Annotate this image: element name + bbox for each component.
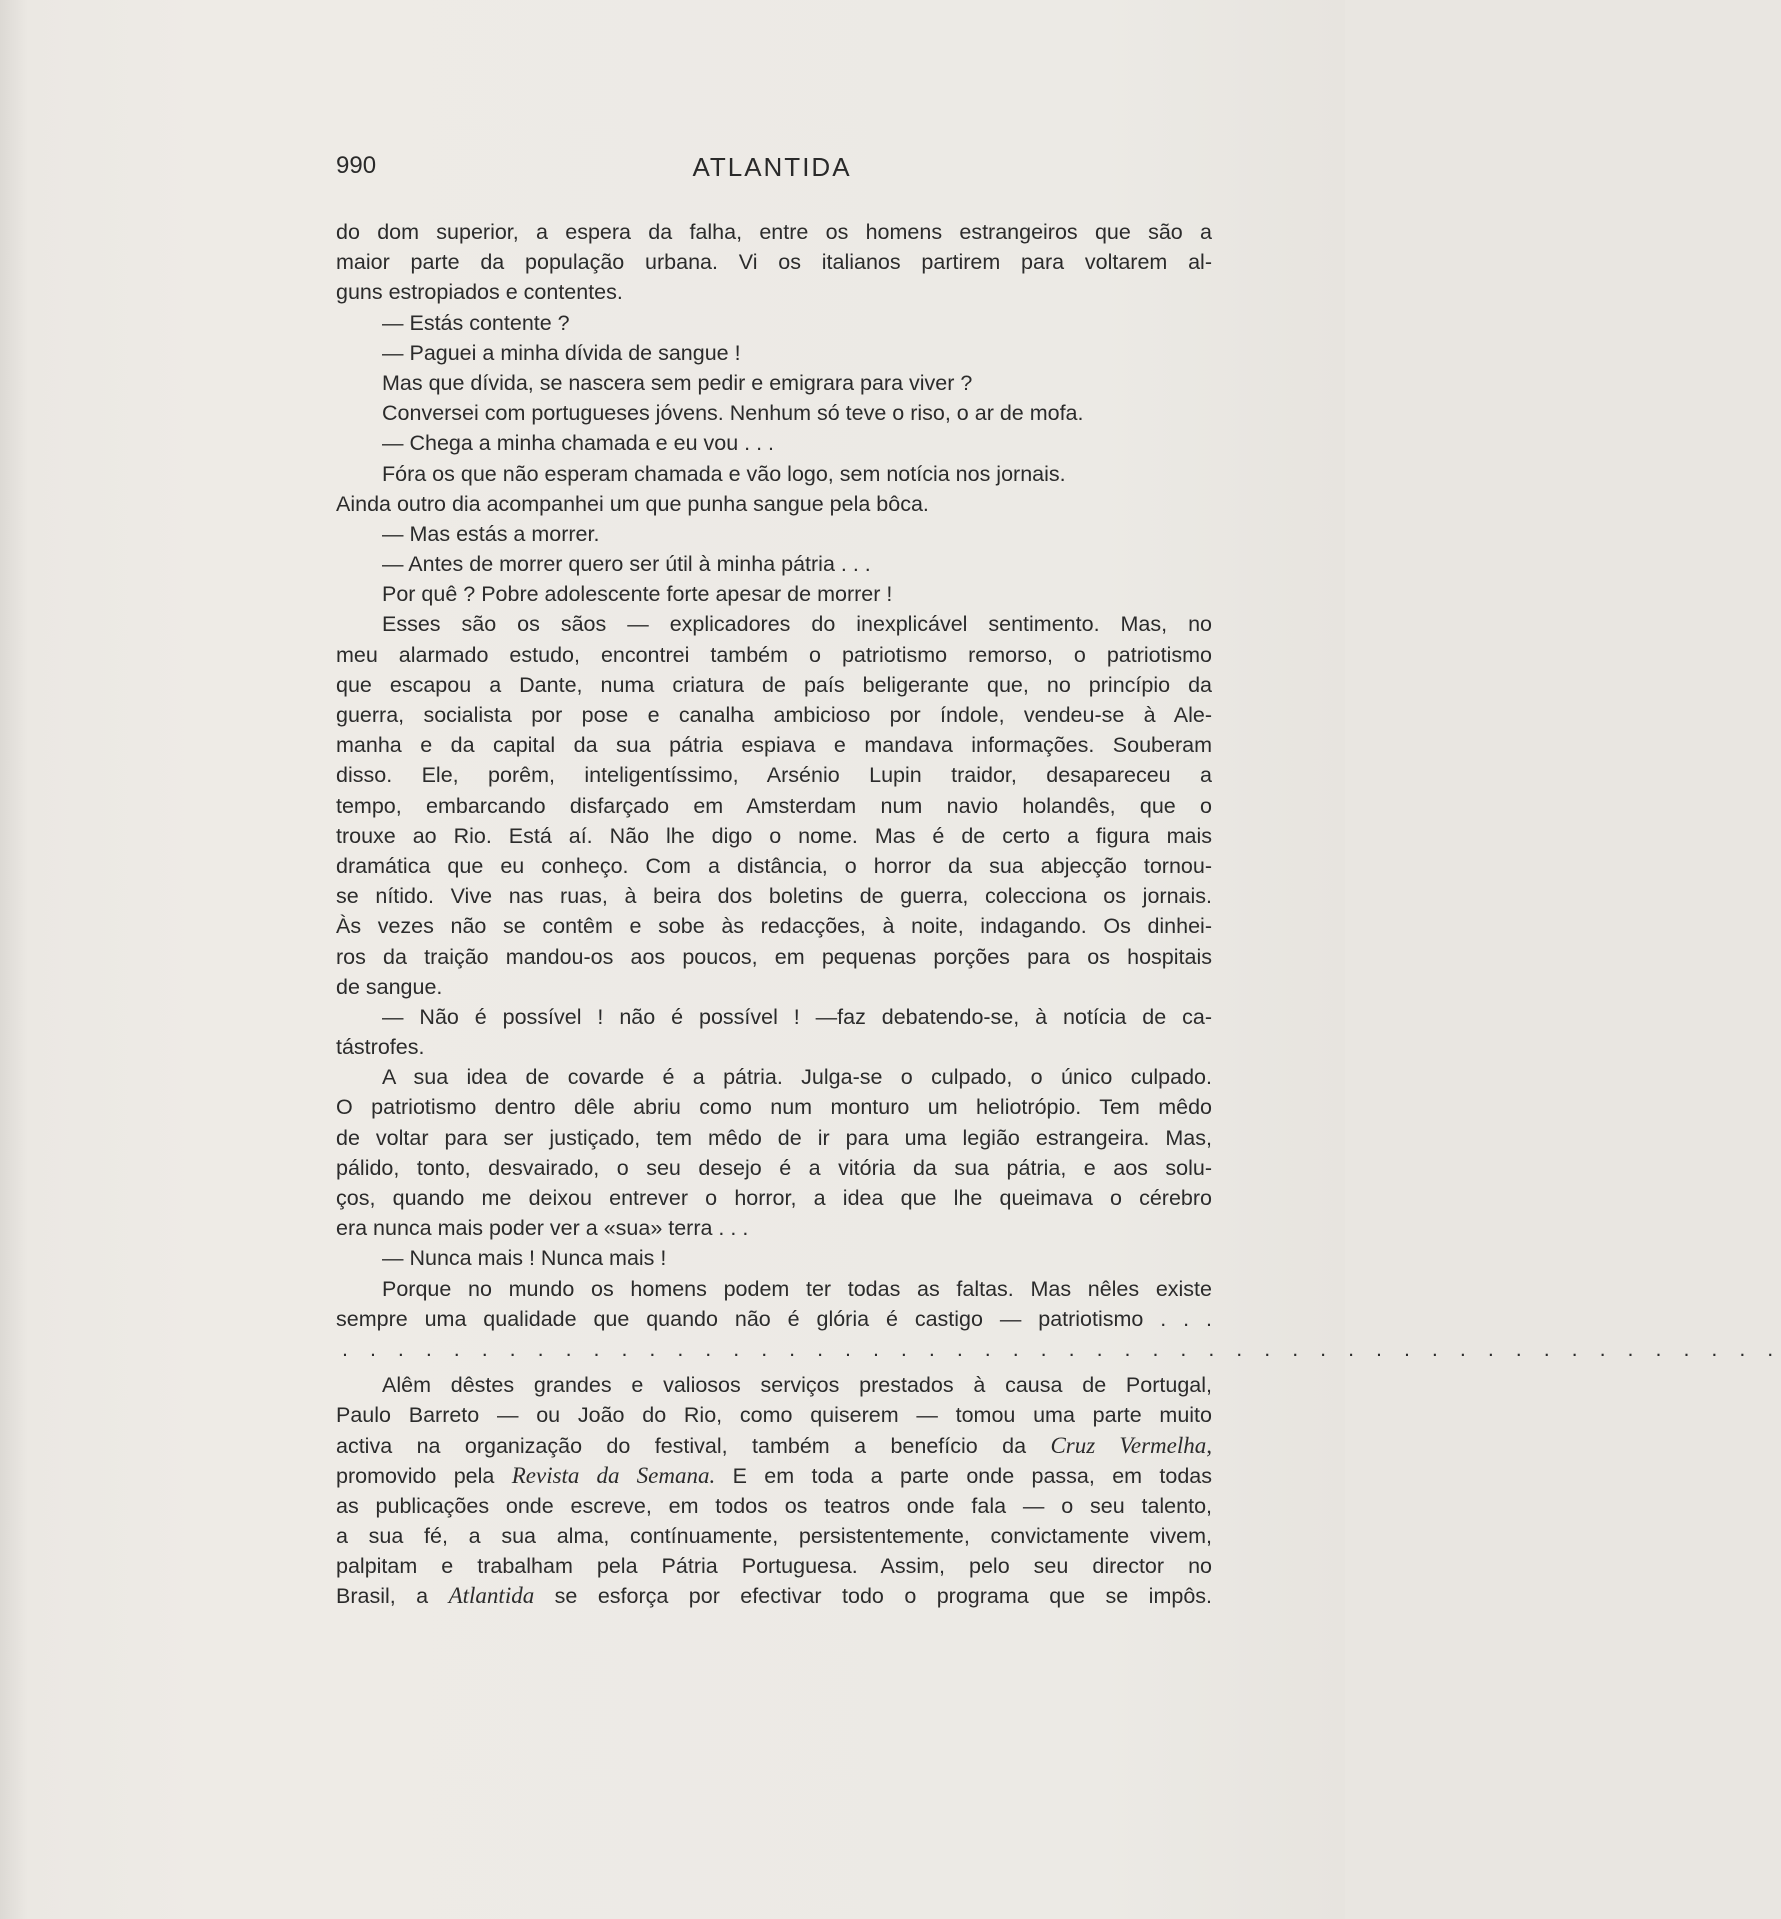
- text-line: dramática que eu conheço. Com a distância, o horror da sua abjecção tornou-: [336, 853, 1212, 878]
- text-line: — Não é possível ! não é possível ! —faz debatendo-se, à notícia de ca-: [382, 1004, 1212, 1029]
- text-line: meu alarmado estudo, encontrei também o patriotismo remorso, o patriotismo: [336, 642, 1212, 667]
- text-line: guns estropiados e contentes.: [336, 280, 623, 305]
- text-line: — Estás contente ?: [382, 310, 570, 335]
- text-line: que escapou a Dante, numa criatura de país beligerante que, no princípio da: [336, 672, 1212, 697]
- text-line: ros da traição mandou-os aos poucos, em pequenas porções para os hospitais: [336, 944, 1212, 969]
- dotted-separator: . . . . . . . . . . . . . . . . . . . . . . . . . . . . . . . . . . . . . . . . . . . . . . . . . . . .: [342, 1336, 1781, 1361]
- text-line: Fóra os que não esperam chamada e vão logo, sem notícia nos jornais.: [382, 461, 1066, 486]
- text-line: era nunca mais poder ver a «sua» terra . . .: [336, 1216, 749, 1241]
- text-segment: se esforça por efectivar todo o programa que se impôs.: [534, 1584, 1212, 1609]
- text-line: maior parte da população urbana. Vi os italianos partirem para voltarem al-: [336, 250, 1212, 275]
- text-line: [336, 1461, 1212, 1491]
- text-line: a sua fé, a sua alma, contínuamente, persistentemente, convictamente vivem,: [336, 1524, 1212, 1549]
- text-line: — Antes de morrer quero ser útil à minha pátria . . .: [382, 552, 871, 577]
- italic-title: Atlantida: [448, 1583, 535, 1609]
- text-line: Ainda outro dia acompanhei um que punha sangue pela bôca.: [336, 491, 929, 516]
- text-line: — Chega a minha chamada e eu vou . . .: [382, 431, 775, 456]
- text-segment: promovido pela: [336, 1463, 512, 1488]
- text-line: se nítido. Vive nas ruas, à beira dos boletins de guerra, colecciona os jornais.: [336, 884, 1212, 909]
- text-line: Porque no mundo os homens podem ter todas as faltas. Mas nêles existe: [382, 1276, 1212, 1301]
- running-title: ATLANTIDA: [692, 152, 852, 182]
- text-line: palpitam e trabalham pela Pátria Portuguesa. Assim, pelo seu director no: [336, 1554, 1212, 1579]
- text-line: Esses são os sãos — explicadores do inexplicável sentimento. Mas, no: [382, 612, 1212, 637]
- text-line: pálido, tonto, desvairado, o seu desejo é a vitória da sua pátria, e aos solu-: [336, 1155, 1212, 1180]
- text-line: disso. Ele, porêm, inteligentíssimo, Arsénio Lupin traidor, desapareceu a: [336, 763, 1212, 788]
- text-line: — Mas estás a morrer.: [382, 521, 600, 546]
- text-line: Às vezes não se contêm e sobe às redacções, à noite, indagando. Os dinhei-: [336, 914, 1212, 939]
- text-line: de voltar para ser justiçado, tem mêdo de ir para uma legião estrangeira. Mas,: [336, 1125, 1212, 1150]
- text-line: A sua idea de covarde é a pátria. Julga-se o culpado, o único culpado.: [382, 1065, 1212, 1090]
- text-line: Mas que dívida, se nascera sem pedir e emigrara para viver ?: [382, 370, 973, 395]
- text-line: manha e da capital da sua pátria espiava e mandava informações. Souberam: [336, 733, 1212, 758]
- text-segment: Brasil, a: [336, 1584, 449, 1609]
- text-line: O patriotismo dentro dêle abriu como num monturo um heliotrópio. Tem mêdo: [336, 1095, 1212, 1120]
- text-line: Conversei com portugueses jóvens. Nenhum só teve o riso, o ar de mofa.: [382, 401, 1084, 426]
- text-line: de sangue.: [336, 974, 443, 999]
- text-segment: E em toda a parte onde passa, em todas: [715, 1463, 1213, 1488]
- text-line: Alêm dêstes grandes e valiosos serviços prestados à causa de Portugal,: [382, 1373, 1212, 1398]
- text-line: ços, quando me deixou entrever o horror, a idea que lhe queimava o cérebro: [336, 1186, 1212, 1210]
- text-line: tástrofes.: [336, 1035, 425, 1060]
- text-line: — Nunca mais ! Nunca mais !: [382, 1246, 667, 1271]
- text-line: trouxe ao Rio. Está aí. Não lhe digo o nome. Mas é de certo a figura mais: [336, 823, 1212, 848]
- page-number: 990: [336, 152, 377, 179]
- text-line: [336, 1431, 1212, 1461]
- text-line: [336, 1581, 1212, 1611]
- text-line: as publicações onde escreve, em todos os teatros onde fala — o seu talento,: [336, 1493, 1212, 1518]
- text-line: tempo, embarcando disfarçado em Amsterdam num navio holandês, que o: [336, 793, 1212, 818]
- text-line: — Paguei a minha dívida de sangue !: [382, 340, 741, 365]
- body-text: [336, 217, 1781, 1612]
- page-header: [336, 152, 1208, 192]
- text-line: do dom superior, a espera da falha, entre os homens estrangeiros que são a: [336, 220, 1212, 244]
- text-line: sempre uma qualidade que quando não é glória é castigo — patriotismo . . .: [336, 1306, 1212, 1331]
- italic-title: Cruz Vermelha,: [1050, 1432, 1212, 1458]
- italic-title: Revista da Semana.: [511, 1462, 716, 1488]
- text-line: Paulo Barreto — ou João do Rio, como quiserem — tomou uma parte muito: [336, 1403, 1212, 1428]
- text-line: Por quê ? Pobre adolescente forte apesar de morrer !: [382, 582, 893, 607]
- text-segment: activa na organização do festival, também a benefício da: [336, 1433, 1051, 1458]
- text-line: guerra, socialista por pose e canalha ambicioso por índole, vendeu-se à Ale-: [336, 703, 1212, 727]
